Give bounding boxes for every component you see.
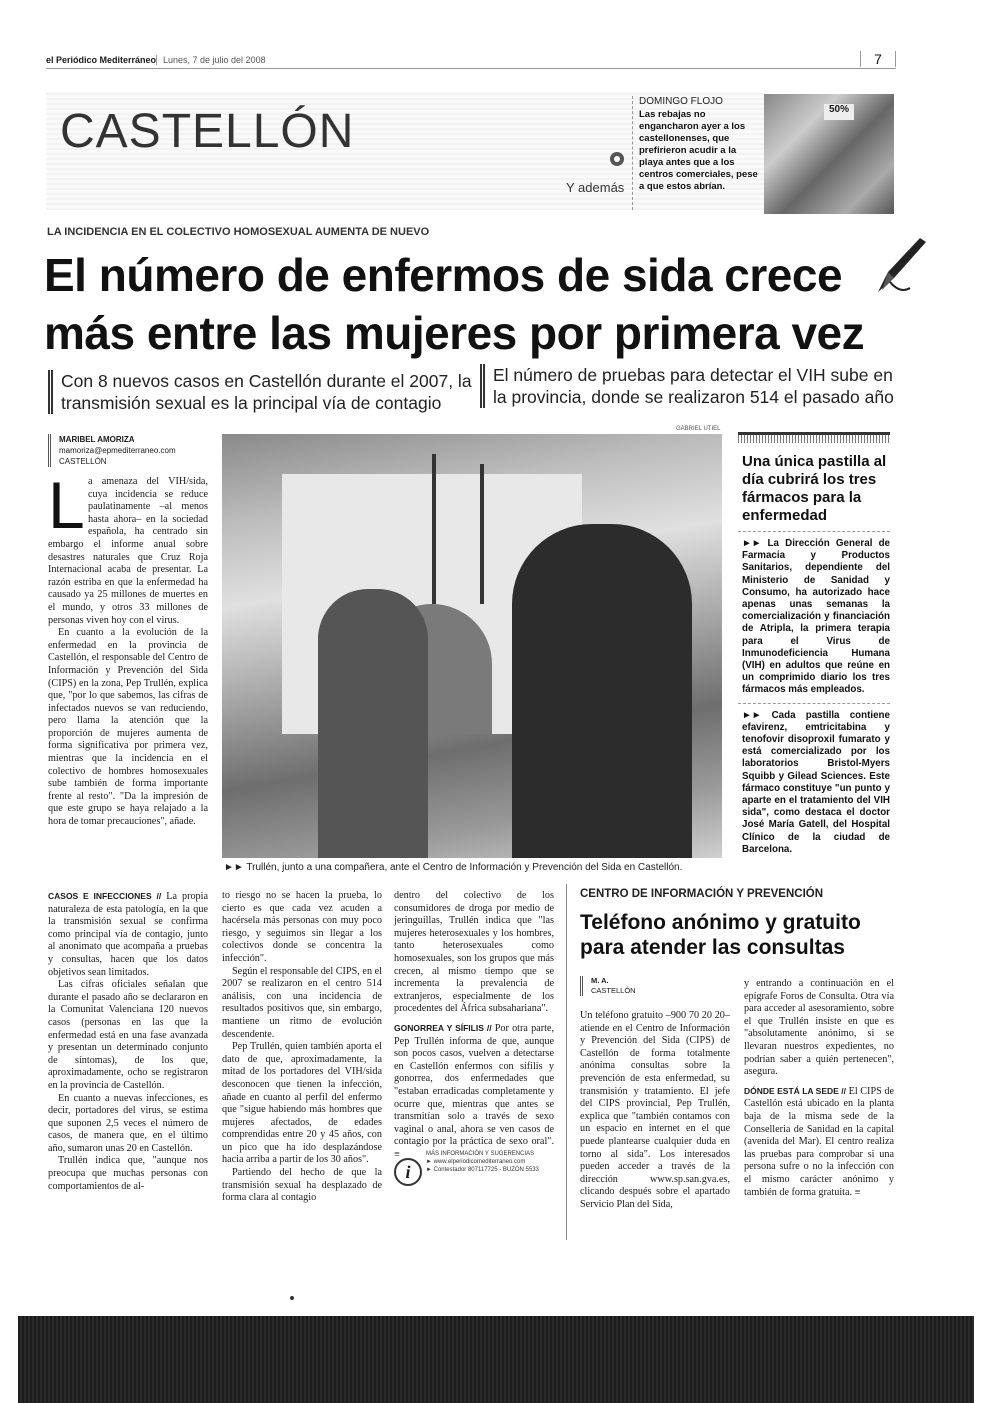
photo-flagpole — [480, 464, 484, 604]
col2-lead: CASOS E INFECCIONES // — [48, 891, 162, 901]
col4-lead: GONORREA Y SÍFILIS // — [394, 1022, 492, 1033]
byline-name: MARIBEL AMORIZA — [59, 435, 135, 444]
col3-paragraph-1: to riesgo no se hacen la prueba, lo cierto es que cada vez acuden a hacérsela más personas con muy poco riesgo, y seguimos sin llegar a los colectivos donde se concentra la infección". — [222, 890, 382, 964]
teaser-box — [632, 96, 760, 210]
photo-credit: GABRIEL UTIEL — [676, 426, 721, 432]
sub-article-byline — [580, 976, 730, 996]
article-column-2 — [48, 890, 208, 1193]
sub-article-headline: Teléfono anónimo y gratuito para atender las consultas — [580, 911, 861, 959]
pen-icon — [870, 232, 930, 298]
scan-bottom-band — [18, 1316, 974, 1403]
col2-paragraph-3: En cuanto a nuevas infecciones, es decir, portadores del virus, se estima que suponen 2,5 veces el número de casos, de manera que, en el último año, sumaron unas 20 en Castellón. — [48, 1092, 208, 1154]
teaser-author: DOMINGO FLOJO — [639, 96, 723, 107]
deck-right: El número de pruebas para detectar el VIH sube en la provincia, donde se realizaron 514 el pasado año — [480, 364, 910, 408]
sub-col2-paragraph-2 — [744, 1085, 894, 1199]
info-web-link[interactable]: ► www.elperiodicomediterraneo.com — [426, 1159, 526, 1165]
sub-col2-paragraph-1: y entrando a continuación en el epígrafe Foros de Consulta. Otra vía para acceder al asesoramiento, sobre el que Trullén insiste en que es "absolutamente anónimo, si se llevaran nuestros expedientes, no podrían saber a quién pertenecen", asegura. — [744, 978, 894, 1078]
article-column-3 — [222, 890, 382, 1205]
sidebar-title: Una única pastilla al día cubrirá los tres fármacos para la enfermedad — [738, 453, 890, 532]
sidebar-paragraph-1: ►► La Dirección General de Farmacia y Productos Sanitarios, dependiente del Ministerio de Sanidad y Consumo, ha autorizado hace apenas unas semanas la comercialización y financiación de Atripla, la primera terapia para el Virus de Inmunodeficiencia Humana (VIH) en adultos que reúne en un comprimido diario los tres fármacos más empleados. — [742, 538, 890, 696]
issue-date: Lunes, 7 de julio del 2008 — [156, 55, 266, 65]
article-photo — [222, 434, 722, 858]
sub-article-column-1 — [580, 1010, 730, 1212]
col3-paragraph-3: Pep Trullén, quien también aporta el dato de que, aproximadamente, la mitad de los portadores del VIH/sida desconocen que tienen la infección, añade en cuanto al perfil del enfermo que "sigue habiendo más hombres que mujeres afectados, de edades comprendidas entre 20 y 45 años, con un pico que ha ido desplazándose hacia arriba a partir de los 30 años". — [222, 1041, 382, 1166]
teaser-bullet-icon — [610, 152, 624, 166]
photo-person-man — [512, 524, 692, 858]
photo-flagpole — [432, 454, 436, 604]
sub-article-column-2 — [744, 978, 894, 1199]
col3-paragraph-4: Partiendo del hecho de que la transmisión sexual ha desplazado de forma clara al contagio — [222, 1167, 382, 1204]
info-box — [394, 1150, 554, 1194]
info-title: MÁS INFORMACIÓN Y SUGERENCIAS — [426, 1151, 535, 1157]
info-lines — [426, 1150, 539, 1174]
sidebar-top-rule — [738, 435, 890, 443]
article-headline — [44, 246, 904, 362]
teaser-text: Las rebajas no engancharon ayer a los castellonenses, que prefirieron acudir a la playa antes que a los centros comerciales, pese a que estos abrían. — [639, 109, 758, 192]
info-phone: ► Contestador 807117725 - BUZÓN 5533 — [426, 1167, 539, 1173]
article-column-4 — [394, 890, 554, 1161]
col3-paragraph-2: Según el responsable del CIPS, en el 2007 se realizaron en el centro 514 análisis, con una incidencia de resultados positivos que, sin embargo, mantiene un ritmo de evolución descendente. — [222, 965, 382, 1040]
col4-text-2: Por otra parte, Pep Trullén informa de que, aunque son pocos casos, vuelven a detectarse en Castellón enfermos con sífilis y gonorrea, dos enfermedades que "estaban erradicadas completamente y ocurre que, mientras que antes se transmitían solo a través de sexo vaginal o anal, ahora se ven casos de contagio por la práctica de sexo oral". ≡ — [394, 1022, 554, 1160]
teaser-photo-sign: 50% — [824, 104, 854, 120]
byline-email: mamoriza@epmediterraneo.com — [59, 446, 176, 455]
sidebar-paragraph-2: ►► Cada pastilla contiene efavirenz, emtricitabina y tenofovir disoproxil fumarato y está comercializado por los laboratorios Bristol-Myers Squibb y Gilead Sciences. Este fármaco constituye "un punto y aparte en el tratamiento del VIH sida", como destaca el doctor José María Gatell, del Hospital Clínico de la ciudad de Barcelona. — [742, 709, 890, 855]
info-icon: i — [394, 1158, 422, 1186]
col2-paragraph-2: Las cifras oficiales señalan que durante el pasado año se declararon en la Comunitat Valenciana 120 nuevos casos (personas en las que la enfermedad está en una fase avanzada y presentan un determinado conjunto de síntomas), de los que, aproximadamente, ocho se registraron en la provincia de Castellón. — [48, 979, 208, 1091]
dropcap: L — [48, 468, 85, 542]
sub-article-kicker: CENTRO DE INFORMACIÓN Y PREVENCIÓN — [580, 888, 824, 900]
page-number: 7 — [860, 51, 896, 67]
section-title: CASTELLÓN — [60, 105, 355, 158]
headline-line-2: más entre las mujeres por primera vez — [44, 307, 865, 359]
col4-paragraph-2 — [394, 1022, 554, 1162]
sub-col2-text-2: El CIPS de Castellón está ubicado en la planta baja de la misma sede de la Conselleria de Sanidad en la capital (avenida del Mar). El centro realiza las pruebas para comprobar si una persona sufre o no la infección con el mismo carácter anónimo y también de forma gratuita. ≡ — [744, 1085, 895, 1198]
headline-line-1: El número de enfermos de sida crece — [44, 249, 843, 301]
sub-byline-place: CASTELLÓN — [591, 986, 636, 995]
col2-paragraph-1 — [48, 890, 208, 979]
col2-text-1: La propia naturaleza de esta patología, en la que la transmisión sexual se confirma como principal vía de contagio, junto al anonimato que acompaña a pruebas y consultas, hacen que los datos objetivos sean limitados. — [48, 891, 209, 978]
col1-paragraph-2: En cuanto a la evolución de la enfermedad en la provincia de Castellón, el responsable del Centro de Información y Prevención del Sida (CIPS) en la zona, Pep Trullén, explica que, "por lo que sabemos, las cifras de infectados nuevos se van reduciendo, pero llama la atención que la proporción de mujeres aumenta de forma significativa por primera vez, mientras que la incidencia en el colectivo de hombres homosexuales sube también de forma importante frente al resto". "Da la impresión de que este grupo se haya relajado a la hora de tomar precauciones", añade. — [48, 627, 208, 828]
article-kicker: LA INCIDENCIA EN EL COLECTIVO HOMOSEXUAL AUMENTA DE NUEVO — [47, 226, 430, 238]
article-byline — [48, 434, 208, 467]
sidebar-box — [738, 432, 890, 862]
col4-paragraph-1: dentro del colectivo de los consumidores de droga por medio de jeringuillas, Trullén indica que "las mujeres heterosexuales y los hombres, tanto heterosexuales como homosexuales, son los grupos que más crecen, al mismo tiempo que se incrementa la prevalencia de extranjeros, especialmente de los procedentes del África subsahariana". — [394, 890, 554, 1015]
photo-person-woman — [318, 589, 428, 858]
teaser-photo — [764, 94, 894, 214]
byline-place: CASTELLÓN — [59, 457, 107, 466]
masthead — [46, 53, 896, 69]
sidebar-divider — [738, 703, 890, 704]
deck-left: Con 8 nuevos casos en Castellón durante el 2007, la transmisión sexual es la principal vía de contagio — [48, 370, 488, 414]
photo-caption: ►► Trullén, junto a una compañera, ante el Centro de Información y Prevención del Sida en Castellón. — [224, 862, 683, 873]
sub-byline-name: M. A. — [591, 976, 609, 985]
sub-col1-paragraph: Un teléfono gratuito –900 70 20 20– atiende en el Centro de Información y Prevención del Sida (CIPS) de Castellón de forma totalmente anónima consultas sobre la prevención de esta enfermedad, su transmisión y tratamiento. El jefe del CIPS provincial, Pep Trullén, explica que "también contamos con un espacio en internet en el que puede plantearse cualquier duda en torno al sida". Los interesados pueden acceder a través de la dirección www.sp.san.gva.es, clicando después sobre el apartado Servicio Plan del Sida, — [580, 1010, 730, 1210]
column-divider — [566, 884, 567, 1240]
sub-col2-lead: DÓNDE ESTÁ LA SEDE // — [744, 1085, 846, 1096]
col1-paragraph-1: a amenaza del VIH/sida, cuya incidencia se reduce paulatinamente –al menos hasta ahora– en la sociedad española, ha centrado sin embargo el informe anual sobre desastres naturales que Cruz Roja Internacional acaba de presentar. La razón estriba en que la enfermedad ha causado ya 25 millones de muertes en el mundo, y otros 33 millones de personas viven hoy con el virus. — [48, 476, 208, 626]
publication-name: el Periódico Mediterráneo — [46, 55, 157, 65]
article-column-1 — [48, 468, 208, 829]
ademas-label: Y además — [566, 180, 625, 195]
col2-paragraph-4: Trullén indica que, "aunque nos preocupa que muchas personas con comportamientos de al- — [48, 1155, 208, 1192]
scan-speck — [290, 1296, 294, 1300]
